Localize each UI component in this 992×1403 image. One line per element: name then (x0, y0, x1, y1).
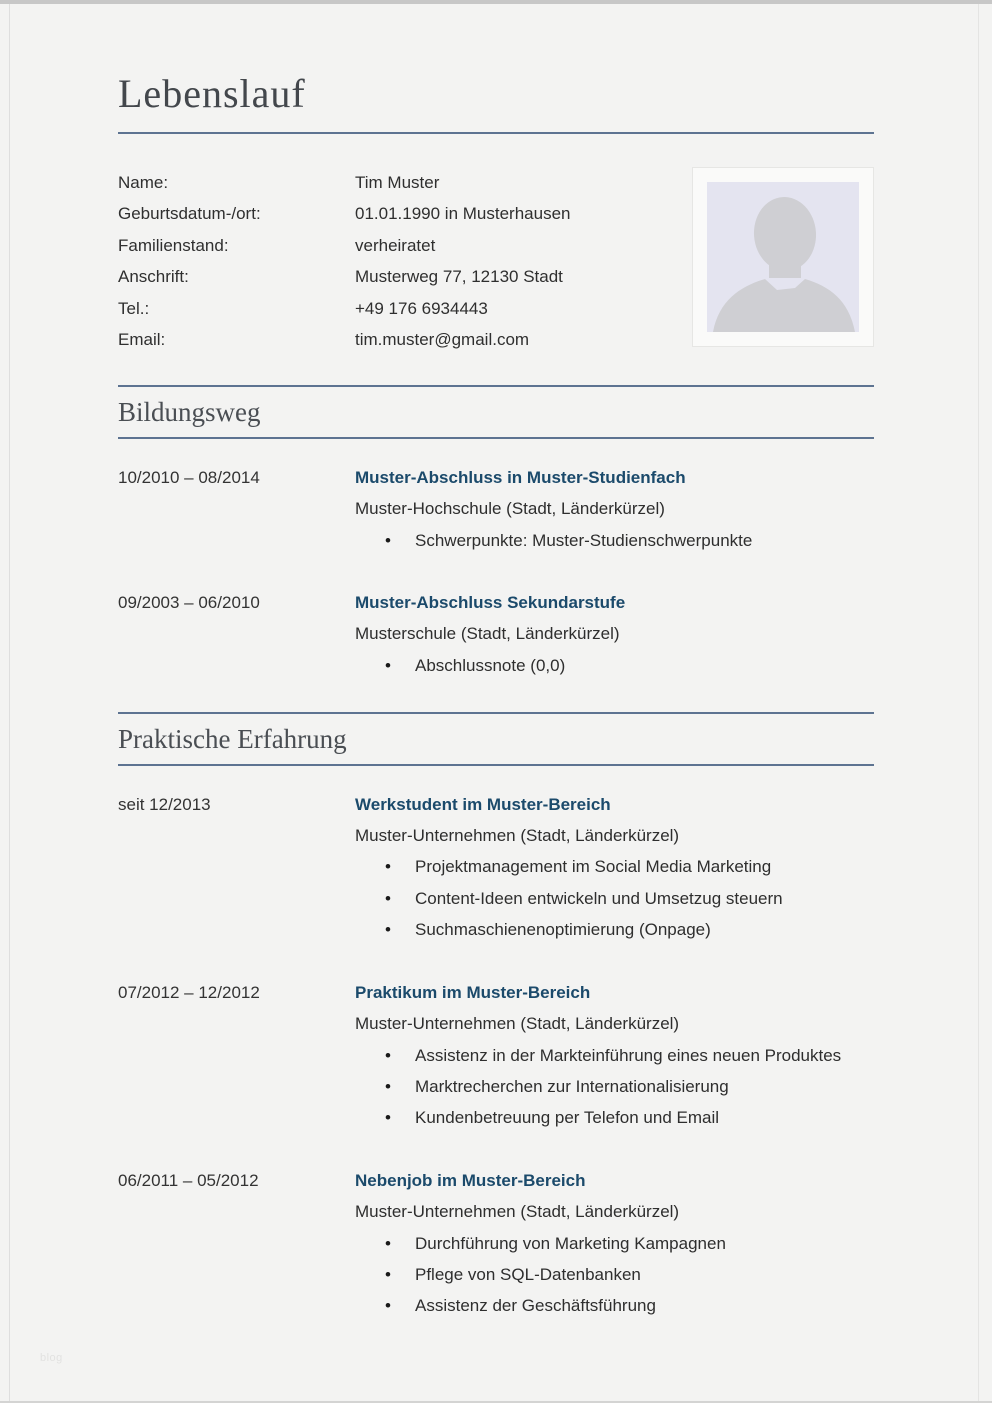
entry-title: Praktikum im Muster-Bereich (355, 982, 591, 1002)
personal-info-list (118, 167, 692, 355)
personal-info-row (118, 167, 692, 198)
entry-title: Muster-Abschluss Sekundarstufe (355, 593, 626, 613)
person-silhouette-icon (707, 182, 859, 332)
section-heading: Praktische Erfahrung (118, 724, 347, 755)
entry-bullet: • Schwerpunkte: Muster-Studienschwerpunkte (355, 525, 874, 556)
section-rule-bottom (118, 764, 874, 766)
section-rule-bottom (118, 437, 874, 439)
entry-bullet-list (355, 525, 874, 556)
entry-subtitle: Muster-Unternehmen (Stadt, Länderkürzel) (355, 1014, 680, 1034)
entry-bullet-list (355, 650, 874, 681)
section-entries (118, 462, 874, 681)
page-left-edge (9, 4, 10, 1403)
page-title: Lebenslauf (118, 71, 306, 116)
entry-bullet-list (355, 851, 874, 945)
entry-subtitle: Muster-Unternehmen (Stadt, Länderkürzel) (355, 826, 680, 846)
entry-title: Nebenjob im Muster-Bereich (355, 1170, 586, 1190)
info-label: Tel.: (118, 298, 150, 318)
entry-bullet: • Suchmaschienenoptimierung (Onpage) (355, 914, 874, 945)
title-rule (118, 132, 874, 134)
cv-entry (118, 789, 874, 946)
entry-bullet: • Pflege von SQL-Datenbanken (355, 1259, 874, 1290)
entry-body (355, 587, 874, 681)
section-rule-top (118, 385, 874, 387)
cv-entry (118, 587, 874, 681)
entry-bullet: • Kundenbetreuung per Telefon und Email (355, 1102, 874, 1133)
info-value: Musterweg 77, 12130 Stadt (355, 267, 563, 287)
personal-info-row (118, 198, 692, 229)
info-label: Geburtsdatum-/ort: (118, 204, 261, 224)
section-entries (118, 789, 874, 1322)
entry-subtitle: Musterschule (Stadt, Länderkürzel) (355, 624, 620, 644)
entry-title: Werkstudent im Muster-Bereich (355, 794, 611, 814)
personal-info-row (118, 230, 692, 261)
entry-bullet: • Marktrecherchen zur Internationalisierung (355, 1071, 874, 1102)
cv-content (118, 4, 874, 1322)
entry-date: 09/2003 – 06/2010 (118, 593, 260, 613)
info-value: tim.muster@gmail.com (355, 330, 530, 350)
entry-date: 07/2012 – 12/2012 (118, 982, 260, 1002)
info-label: Name: (118, 173, 169, 192)
entry-body (355, 977, 874, 1134)
entry-date: 10/2010 – 08/2014 (118, 467, 260, 487)
info-label: Anschrift: (118, 267, 189, 287)
personal-info-row (118, 293, 692, 324)
cv-entry (118, 462, 874, 556)
info-value: Tim Muster (355, 173, 440, 192)
entry-bullet-list (355, 1040, 874, 1134)
entry-body (355, 789, 874, 946)
photo-inner (707, 182, 859, 332)
watermark-text: blog (40, 1352, 63, 1364)
entry-subtitle: Muster-Hochschule (Stadt, Länderkürzel) (355, 499, 665, 519)
entry-date: 06/2011 – 05/2012 (118, 1170, 259, 1190)
cv-section (118, 712, 874, 1321)
personal-info-section (118, 167, 874, 355)
cv-entry (118, 1165, 874, 1322)
entry-bullet: • Assistenz in der Markteinführung eines neuen Produktes (355, 1040, 874, 1071)
page-right-edge (978, 4, 979, 1403)
cv-entry (118, 977, 874, 1134)
cv-section (118, 385, 874, 681)
entry-bullet: • Projektmanagement im Social Media Marketing (355, 851, 874, 882)
personal-info-row (118, 261, 692, 292)
entry-date: seit 12/2013 (118, 794, 211, 814)
entry-title: Muster-Abschluss in Muster-Studienfach (355, 467, 686, 487)
personal-info-row (118, 324, 692, 355)
info-label: Email: (118, 330, 166, 350)
entry-body (355, 1165, 874, 1322)
entry-bullet: • Assistenz der Geschäftsführung (355, 1290, 874, 1321)
entry-bullet: • Abschlussnote (0,0) (355, 650, 874, 681)
info-value: +49 176 6934443 (355, 298, 488, 318)
entry-bullet: • Content-Ideen entwickeln und Umsetzug steuern (355, 883, 874, 914)
entry-subtitle: Muster-Unternehmen (Stadt, Länderkürzel) (355, 1202, 680, 1222)
photo-placeholder (692, 167, 874, 347)
section-rule-top (118, 712, 874, 714)
info-value: 01.01.1990 in Musterhausen (355, 204, 571, 224)
section-heading: Bildungsweg (118, 397, 261, 428)
info-value: verheiratet (355, 235, 436, 255)
entry-body (355, 462, 874, 556)
info-label: Familienstand: (118, 235, 229, 255)
cv-sections (118, 385, 874, 1321)
entry-bullet-list (355, 1228, 874, 1322)
entry-bullet: • Durchführung von Marketing Kampagnen (355, 1228, 874, 1259)
